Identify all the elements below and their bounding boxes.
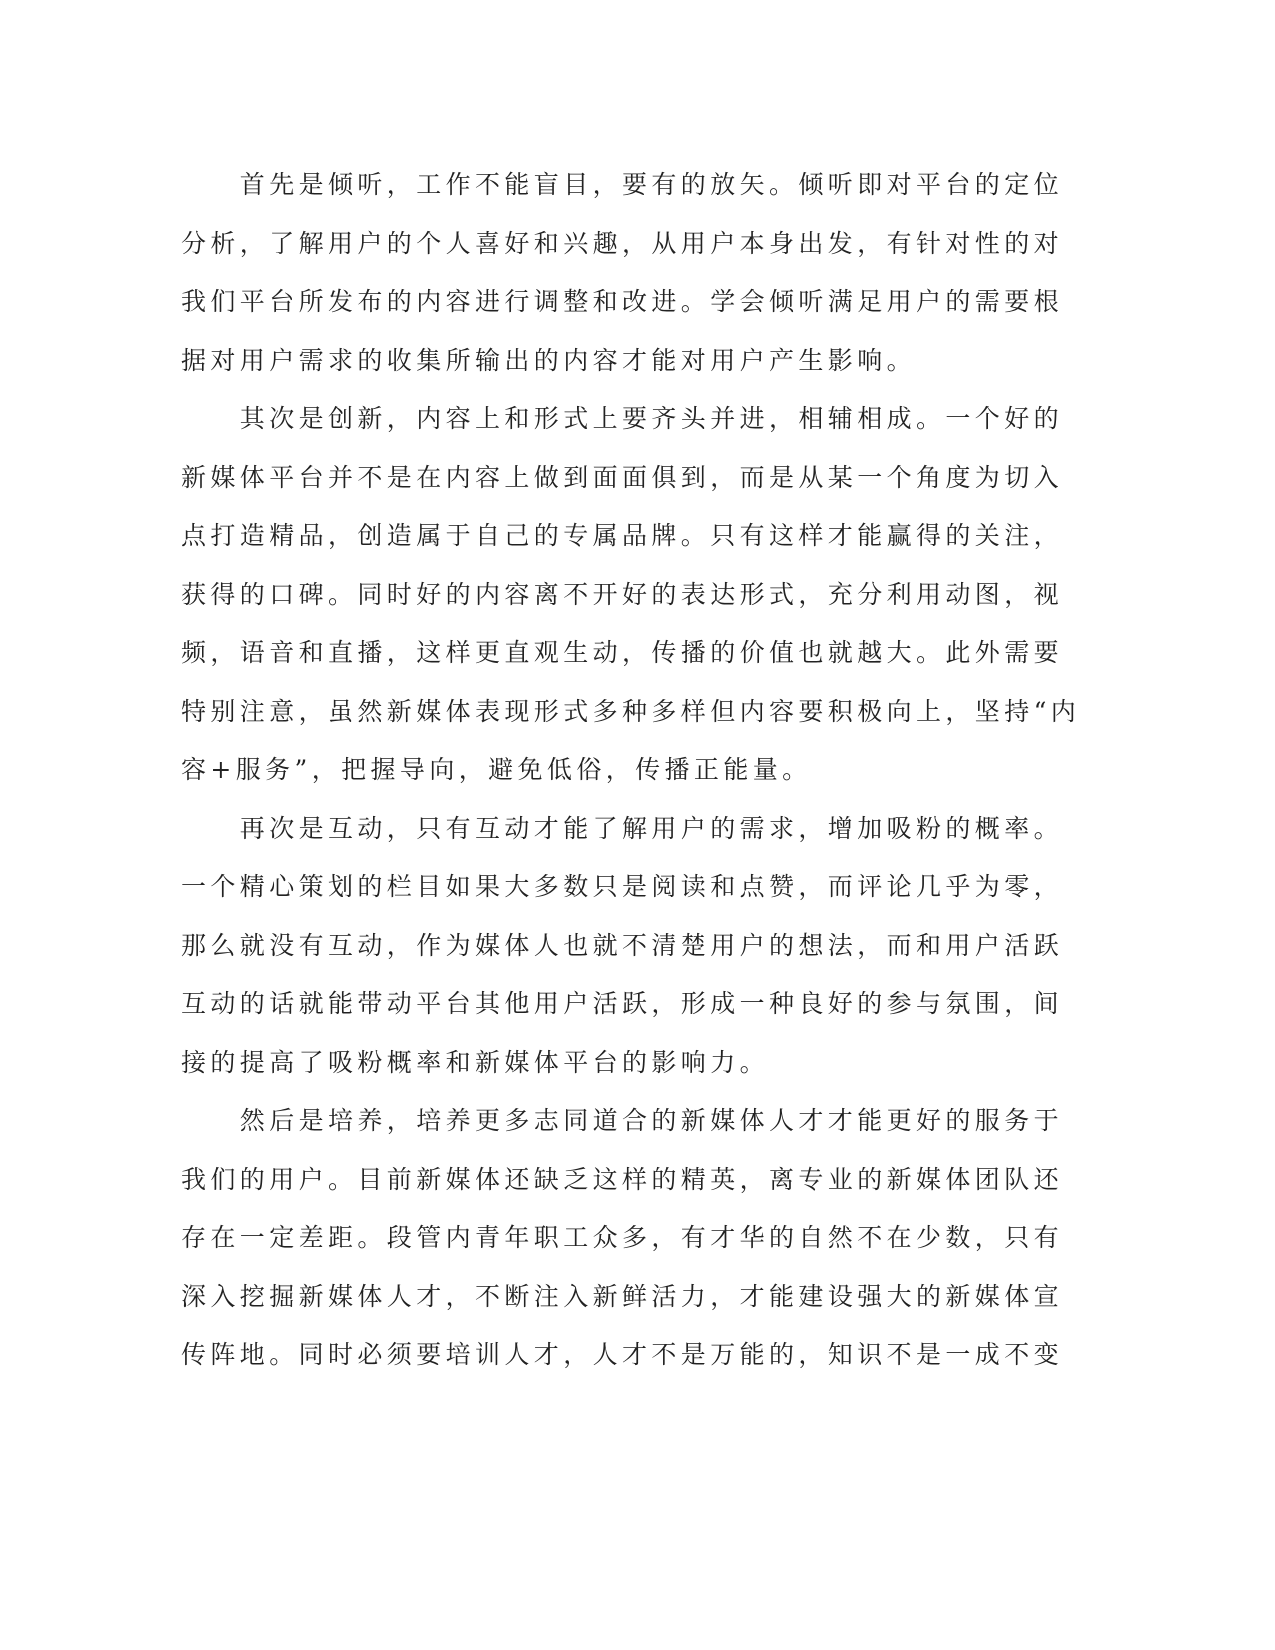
- text-line: 频，语音和直播，这样更直观生动，传播的价值也就越大。此外需要: [181, 638, 1064, 667]
- text-line: 互动的话就能带动平台其他用户活跃，形成一种良好的参与氛围，间: [181, 989, 1064, 1018]
- text-line: 存在一定差距。段管内青年职工众多，有才华的自然不在少数，只有: [181, 1223, 1064, 1252]
- text-line: 深入挖掘新媒体人才，不断注入新鲜活力，才能建设强大的新媒体宣: [181, 1281, 1064, 1311]
- text-line: 新媒体平台并不是在内容上做到面面俱到，而是从某一个角度为切入: [181, 462, 1064, 492]
- text-line: 一个精心策划的栏目如果大多数只是阅读和点赞，而评论几乎为零，: [181, 872, 1064, 901]
- text-line: 据对用户需求的收集所输出的内容才能对用户产生影响。: [181, 345, 917, 375]
- text-line: 首先是倾听，工作不能盲目，要有的放矢。倾听即对平台的定位: [181, 170, 1064, 199]
- text-line: 分析，了解用户的个人喜好和兴趣，从用户本身出发，有针对性的对: [181, 228, 1064, 258]
- text-line: 然后是培养，培养更多志同道合的新媒体人才才能更好的服务于: [181, 1106, 1064, 1135]
- text-line: 传阵地。同时必须要培训人才，人才不是万能的，知识不是一成不变: [181, 1340, 1064, 1369]
- text-line: 特别注意，虽然新媒体表现形式多种多样但内容要积极向上，坚持“内: [181, 696, 1081, 726]
- text-line: 接的提高了吸粉概率和新媒体平台的影响力。: [181, 1047, 770, 1077]
- text-line: 获得的口碑。同时好的内容离不开好的表达形式，充分利用动图，视: [181, 579, 1064, 609]
- text-line: 点打造精品，创造属于自己的专属品牌。只有这样才能赢得的关注，: [181, 521, 1064, 550]
- text-line: 我们的用户。目前新媒体还缺乏这样的精英，离专业的新媒体团队还: [181, 1164, 1064, 1194]
- document-body: [181, 156, 1081, 1385]
- text-line: 容+服务”，把握导向，避免低俗，传播正能量。: [181, 755, 812, 784]
- text-line: 再次是互动，只有互动才能了解用户的需求，增加吸粉的概率。: [181, 813, 1064, 843]
- text-line: 其次是创新，内容上和形式上要齐头并进，相辅相成。一个好的: [181, 404, 1064, 433]
- text-line: 我们平台所发布的内容进行调整和改进。学会倾听满足用户的需要根: [181, 287, 1064, 316]
- text-line: 那么就没有互动，作为媒体人也就不清楚用户的想法，而和用户活跃: [181, 930, 1064, 960]
